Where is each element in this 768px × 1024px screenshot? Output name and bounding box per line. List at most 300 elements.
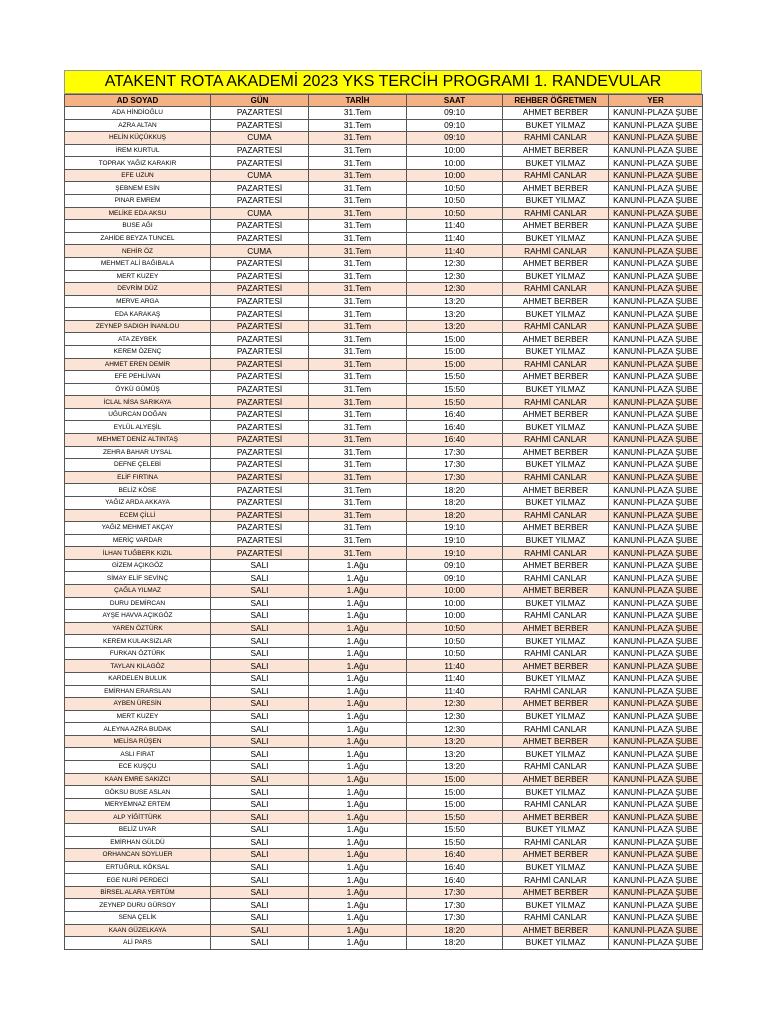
cell-name: GÖKSU BUSE ASLAN <box>65 786 211 799</box>
cell-time: 11:40 <box>407 660 503 673</box>
cell-time: 13:20 <box>407 761 503 774</box>
table-row <box>65 320 703 333</box>
cell-teacher: AHMET BERBER <box>503 622 609 635</box>
cell-name: ÇAĞLA YILMAZ <box>65 584 211 597</box>
cell-time: 19:10 <box>407 522 503 535</box>
cell-location: KANUNİ-PLAZA ŞUBE <box>609 660 703 673</box>
cell-location: KANUNİ-PLAZA ŞUBE <box>609 849 703 862</box>
cell-teacher: BUKET YILMAZ <box>503 635 609 648</box>
table-row <box>65 484 703 497</box>
cell-date: 1.Ağu <box>309 823 407 836</box>
cell-time: 11:40 <box>407 673 503 686</box>
cell-location: KANUNİ-PLAZA ŞUBE <box>609 534 703 547</box>
cell-name: MERT KUZEY <box>65 710 211 723</box>
table-row <box>65 861 703 874</box>
cell-day: PAZARTESİ <box>211 220 309 233</box>
cell-teacher: RAHMİ CANLAR <box>503 723 609 736</box>
cell-name: KAAN EMRE SAKIZCI <box>65 773 211 786</box>
cell-date: 1.Ağu <box>309 849 407 862</box>
column-header-yer: YER <box>609 95 703 107</box>
cell-date: 31.Tem <box>309 132 407 145</box>
cell-day: CUMA <box>211 207 309 220</box>
cell-teacher: BUKET YILMAZ <box>503 496 609 509</box>
cell-time: 16:40 <box>407 408 503 421</box>
cell-location: KANUNİ-PLAZA ŞUBE <box>609 610 703 623</box>
cell-date: 1.Ağu <box>309 572 407 585</box>
column-header-gun: GÜN <box>211 95 309 107</box>
cell-location: KANUNİ-PLAZA ŞUBE <box>609 383 703 396</box>
cell-date: 31.Tem <box>309 232 407 245</box>
cell-teacher: BUKET YILMAZ <box>503 748 609 761</box>
cell-time: 15:00 <box>407 798 503 811</box>
table-row <box>65 849 703 862</box>
table-row <box>65 283 703 296</box>
cell-time: 12:30 <box>407 270 503 283</box>
cell-name: YAĞIZ MEHMET AKÇAY <box>65 522 211 535</box>
cell-time: 15:50 <box>407 371 503 384</box>
cell-name: ORHANCAN SOYLUER <box>65 849 211 862</box>
cell-teacher: RAHMİ CANLAR <box>503 647 609 660</box>
cell-name: ALİ PARS <box>65 937 211 950</box>
cell-teacher: AHMET BERBER <box>503 698 609 711</box>
cell-teacher: BUKET YILMAZ <box>503 157 609 170</box>
cell-teacher: RAHMİ CANLAR <box>503 836 609 849</box>
cell-location: KANUNİ-PLAZA ŞUBE <box>609 471 703 484</box>
cell-teacher: BUKET YILMAZ <box>503 459 609 472</box>
cell-date: 1.Ağu <box>309 735 407 748</box>
cell-day: PAZARTESİ <box>211 345 309 358</box>
cell-location: KANUNİ-PLAZA ŞUBE <box>609 748 703 761</box>
cell-day: SALI <box>211 912 309 925</box>
cell-date: 1.Ağu <box>309 698 407 711</box>
table-row <box>65 308 703 321</box>
cell-day: PAZARTESİ <box>211 471 309 484</box>
cell-name: TOPRAK YAĞIZ KARAKIR <box>65 157 211 170</box>
cell-time: 15:00 <box>407 358 503 371</box>
cell-location: KANUNİ-PLAZA ŞUBE <box>609 459 703 472</box>
cell-day: PAZARTESİ <box>211 496 309 509</box>
cell-teacher: AHMET BERBER <box>503 107 609 120</box>
cell-teacher: RAHMİ CANLAR <box>503 132 609 145</box>
cell-location: KANUNİ-PLAZA ŞUBE <box>609 107 703 120</box>
cell-date: 31.Tem <box>309 446 407 459</box>
cell-teacher: AHMET BERBER <box>503 584 609 597</box>
cell-location: KANUNİ-PLAZA ŞUBE <box>609 597 703 610</box>
cell-day: PAZARTESİ <box>211 283 309 296</box>
cell-date: 31.Tem <box>309 434 407 447</box>
cell-teacher: RAHMİ CANLAR <box>503 610 609 623</box>
cell-teacher: RAHMİ CANLAR <box>503 471 609 484</box>
cell-teacher: AHMET BERBER <box>503 371 609 384</box>
cell-name: EYLÜL ALYEŞİL <box>65 421 211 434</box>
cell-name: BELİZ KÖSE <box>65 484 211 497</box>
cell-name: AHMET EREN DEMİR <box>65 358 211 371</box>
cell-time: 17:30 <box>407 471 503 484</box>
table-row <box>65 195 703 208</box>
cell-location: KANUNİ-PLAZA ŞUBE <box>609 169 703 182</box>
cell-date: 31.Tem <box>309 534 407 547</box>
cell-name: NEHİR ÖZ <box>65 245 211 258</box>
table-row <box>65 660 703 673</box>
cell-teacher: AHMET BERBER <box>503 811 609 824</box>
cell-time: 12:30 <box>407 723 503 736</box>
table-row <box>65 446 703 459</box>
cell-teacher: AHMET BERBER <box>503 522 609 535</box>
cell-teacher: AHMET BERBER <box>503 182 609 195</box>
cell-day: PAZARTESİ <box>211 509 309 522</box>
cell-location: KANUNİ-PLAZA ŞUBE <box>609 937 703 950</box>
table-row <box>65 119 703 132</box>
table-row <box>65 886 703 899</box>
cell-location: KANUNİ-PLAZA ŞUBE <box>609 132 703 145</box>
cell-name: AZRA ALTAN <box>65 119 211 132</box>
cell-teacher: AHMET BERBER <box>503 295 609 308</box>
cell-day: SALI <box>211 559 309 572</box>
cell-name: ATA ZEYBEK <box>65 333 211 346</box>
cell-date: 31.Tem <box>309 358 407 371</box>
table-row <box>65 547 703 560</box>
cell-location: KANUNİ-PLAZA ŞUBE <box>609 836 703 849</box>
cell-time: 11:40 <box>407 220 503 233</box>
column-header-tarih: TARİH <box>309 95 407 107</box>
cell-day: PAZARTESİ <box>211 358 309 371</box>
cell-name: MELİSA RÜŞEN <box>65 735 211 748</box>
cell-time: 18:20 <box>407 937 503 950</box>
cell-teacher: AHMET BERBER <box>503 257 609 270</box>
cell-teacher: BUKET YILMAZ <box>503 119 609 132</box>
table-row <box>65 295 703 308</box>
cell-time: 10:00 <box>407 597 503 610</box>
cell-date: 1.Ağu <box>309 836 407 849</box>
cell-location: KANUNİ-PLAZA ŞUBE <box>609 698 703 711</box>
cell-time: 10:50 <box>407 207 503 220</box>
cell-teacher: BUKET YILMAZ <box>503 823 609 836</box>
cell-date: 31.Tem <box>309 119 407 132</box>
cell-name: MERYEMNAZ ERTEM <box>65 798 211 811</box>
cell-name: ALP YİĞİTTÜRK <box>65 811 211 824</box>
cell-location: KANUNİ-PLAZA ŞUBE <box>609 345 703 358</box>
cell-date: 31.Tem <box>309 270 407 283</box>
table-row <box>65 698 703 711</box>
table-row <box>65 270 703 283</box>
cell-time: 15:00 <box>407 345 503 358</box>
cell-teacher: RAHMİ CANLAR <box>503 358 609 371</box>
cell-time: 17:30 <box>407 459 503 472</box>
cell-name: MEHMET ALİ BAĞIBALA <box>65 257 211 270</box>
cell-time: 13:20 <box>407 748 503 761</box>
cell-location: KANUNİ-PLAZA ŞUBE <box>609 559 703 572</box>
cell-date: 31.Tem <box>309 522 407 535</box>
cell-name: KARDELEN BULUK <box>65 673 211 686</box>
cell-time: 19:10 <box>407 547 503 560</box>
cell-location: KANUNİ-PLAZA ŞUBE <box>609 912 703 925</box>
cell-location: KANUNİ-PLAZA ŞUBE <box>609 647 703 660</box>
cell-name: ŞEBNEM ESİN <box>65 182 211 195</box>
table-row <box>65 811 703 824</box>
table-row <box>65 522 703 535</box>
cell-day: SALI <box>211 723 309 736</box>
cell-day: SALI <box>211 899 309 912</box>
table-row <box>65 257 703 270</box>
cell-teacher: BUKET YILMAZ <box>503 861 609 874</box>
cell-date: 31.Tem <box>309 245 407 258</box>
cell-location: KANUNİ-PLAZA ŞUBE <box>609 786 703 799</box>
cell-location: KANUNİ-PLAZA ŞUBE <box>609 333 703 346</box>
table-row <box>65 735 703 748</box>
cell-location: KANUNİ-PLAZA ŞUBE <box>609 257 703 270</box>
cell-day: PAZARTESİ <box>211 320 309 333</box>
cell-location: KANUNİ-PLAZA ŞUBE <box>609 207 703 220</box>
cell-name: EMİRHAN GÜLDÜ <box>65 836 211 849</box>
cell-date: 1.Ağu <box>309 899 407 912</box>
cell-time: 10:50 <box>407 635 503 648</box>
cell-name: İREM KURTUL <box>65 144 211 157</box>
cell-time: 10:50 <box>407 182 503 195</box>
cell-teacher: RAHMİ CANLAR <box>503 509 609 522</box>
cell-time: 10:00 <box>407 610 503 623</box>
cell-name: YAREN ÖZTÜRK <box>65 622 211 635</box>
table-row <box>65 421 703 434</box>
cell-time: 17:30 <box>407 446 503 459</box>
cell-teacher: AHMET BERBER <box>503 735 609 748</box>
cell-date: 31.Tem <box>309 408 407 421</box>
cell-time: 11:40 <box>407 232 503 245</box>
table-row <box>65 434 703 447</box>
cell-date: 31.Tem <box>309 207 407 220</box>
table-row <box>65 761 703 774</box>
table-row <box>65 723 703 736</box>
cell-date: 1.Ağu <box>309 647 407 660</box>
table-row <box>65 647 703 660</box>
table-row <box>65 622 703 635</box>
cell-teacher: BUKET YILMAZ <box>503 786 609 799</box>
cell-teacher: BUKET YILMAZ <box>503 673 609 686</box>
cell-day: SALI <box>211 886 309 899</box>
table-row <box>65 220 703 233</box>
table-row <box>65 899 703 912</box>
cell-location: KANUNİ-PLAZA ŞUBE <box>609 823 703 836</box>
table-row <box>65 534 703 547</box>
cell-day: SALI <box>211 710 309 723</box>
cell-name: SENA ÇELİK <box>65 912 211 925</box>
cell-name: ECE KUŞÇU <box>65 761 211 774</box>
cell-teacher: BUKET YILMAZ <box>503 899 609 912</box>
cell-time: 17:30 <box>407 912 503 925</box>
cell-time: 10:00 <box>407 144 503 157</box>
cell-time: 10:50 <box>407 647 503 660</box>
cell-date: 1.Ağu <box>309 937 407 950</box>
cell-teacher: BUKET YILMAZ <box>503 345 609 358</box>
cell-teacher: RAHMİ CANLAR <box>503 685 609 698</box>
cell-day: PAZARTESİ <box>211 119 309 132</box>
cell-time: 10:00 <box>407 157 503 170</box>
cell-name: ZEYNEP DURU GÜRSOY <box>65 899 211 912</box>
cell-location: KANUNİ-PLAZA ŞUBE <box>609 723 703 736</box>
cell-time: 15:00 <box>407 786 503 799</box>
cell-time: 15:50 <box>407 836 503 849</box>
cell-day: PAZARTESİ <box>211 295 309 308</box>
cell-date: 31.Tem <box>309 333 407 346</box>
cell-name: EFE PEHLİVAN <box>65 371 211 384</box>
cell-name: ERTUĞRUL KÖKSAL <box>65 861 211 874</box>
table-row <box>65 182 703 195</box>
table-row <box>65 786 703 799</box>
cell-name: DEVRİM DÜZ <box>65 283 211 296</box>
cell-day: PAZARTESİ <box>211 547 309 560</box>
cell-time: 12:30 <box>407 710 503 723</box>
table-row <box>65 345 703 358</box>
cell-day: PAZARTESİ <box>211 421 309 434</box>
cell-location: KANUNİ-PLAZA ŞUBE <box>609 761 703 774</box>
cell-teacher: BUKET YILMAZ <box>503 383 609 396</box>
cell-day: SALI <box>211 647 309 660</box>
cell-day: SALI <box>211 811 309 824</box>
cell-day: CUMA <box>211 245 309 258</box>
cell-teacher: AHMET BERBER <box>503 408 609 421</box>
cell-day: PAZARTESİ <box>211 157 309 170</box>
cell-time: 15:50 <box>407 383 503 396</box>
cell-location: KANUNİ-PLAZA ŞUBE <box>609 245 703 258</box>
cell-teacher: RAHMİ CANLAR <box>503 798 609 811</box>
cell-time: 10:50 <box>407 195 503 208</box>
table-row <box>65 169 703 182</box>
cell-date: 1.Ağu <box>309 610 407 623</box>
cell-date: 1.Ağu <box>309 924 407 937</box>
table-row <box>65 823 703 836</box>
cell-date: 1.Ağu <box>309 723 407 736</box>
cell-date: 1.Ağu <box>309 798 407 811</box>
cell-location: KANUNİ-PLAZA ŞUBE <box>609 874 703 887</box>
cell-date: 1.Ağu <box>309 559 407 572</box>
cell-name: ZEHRA BAHAR UYSAL <box>65 446 211 459</box>
cell-teacher: RAHMİ CANLAR <box>503 572 609 585</box>
cell-date: 31.Tem <box>309 144 407 157</box>
cell-date: 1.Ağu <box>309 811 407 824</box>
cell-location: KANUNİ-PLAZA ŞUBE <box>609 798 703 811</box>
cell-time: 09:10 <box>407 132 503 145</box>
cell-date: 31.Tem <box>309 547 407 560</box>
cell-date: 1.Ağu <box>309 673 407 686</box>
column-header-saat: SAAT <box>407 95 503 107</box>
cell-location: KANUNİ-PLAZA ŞUBE <box>609 371 703 384</box>
cell-date: 31.Tem <box>309 484 407 497</box>
cell-name: BELİZ UYAR <box>65 823 211 836</box>
cell-day: PAZARTESİ <box>211 446 309 459</box>
cell-day: SALI <box>211 849 309 862</box>
table-row <box>65 924 703 937</box>
table-row <box>65 333 703 346</box>
cell-day: SALI <box>211 874 309 887</box>
cell-teacher: AHMET BERBER <box>503 559 609 572</box>
cell-teacher: RAHMİ CANLAR <box>503 874 609 887</box>
cell-teacher: RAHMİ CANLAR <box>503 207 609 220</box>
table-row <box>65 157 703 170</box>
cell-name: BİRSEL ALARA YERTÜM <box>65 886 211 899</box>
cell-day: SALI <box>211 610 309 623</box>
cell-location: KANUNİ-PLAZA ŞUBE <box>609 886 703 899</box>
cell-date: 31.Tem <box>309 295 407 308</box>
table-row <box>65 371 703 384</box>
cell-date: 31.Tem <box>309 220 407 233</box>
cell-location: KANUNİ-PLAZA ŞUBE <box>609 308 703 321</box>
cell-name: KEREM KULAKSIZLAR <box>65 635 211 648</box>
table-row <box>65 144 703 157</box>
cell-name: DURU DEMİRCAN <box>65 597 211 610</box>
table-row <box>65 509 703 522</box>
cell-time: 16:40 <box>407 874 503 887</box>
cell-name: GİZEM AÇIKGÖZ <box>65 559 211 572</box>
cell-name: ADA HİNDİOĞLU <box>65 107 211 120</box>
cell-name: YAĞIZ ARDA AKKAYA <box>65 496 211 509</box>
cell-time: 09:10 <box>407 572 503 585</box>
cell-location: KANUNİ-PLAZA ŞUBE <box>609 924 703 937</box>
cell-location: KANUNİ-PLAZA ŞUBE <box>609 484 703 497</box>
table-row <box>65 597 703 610</box>
cell-time: 15:50 <box>407 811 503 824</box>
cell-date: 31.Tem <box>309 107 407 120</box>
cell-day: SALI <box>211 761 309 774</box>
cell-date: 31.Tem <box>309 421 407 434</box>
cell-day: PAZARTESİ <box>211 257 309 270</box>
cell-date: 31.Tem <box>309 283 407 296</box>
cell-location: KANUNİ-PLAZA ŞUBE <box>609 811 703 824</box>
cell-day: SALI <box>211 673 309 686</box>
table-row <box>65 836 703 849</box>
cell-day: SALI <box>211 924 309 937</box>
table-row <box>65 773 703 786</box>
cell-date: 1.Ağu <box>309 710 407 723</box>
cell-date: 1.Ağu <box>309 861 407 874</box>
table-header-row <box>65 95 703 107</box>
cell-name: ECEM ÇİLLİ <box>65 509 211 522</box>
cell-location: KANUNİ-PLAZA ŞUBE <box>609 509 703 522</box>
cell-time: 10:00 <box>407 169 503 182</box>
cell-teacher: BUKET YILMAZ <box>503 308 609 321</box>
cell-teacher: AHMET BERBER <box>503 773 609 786</box>
cell-time: 18:20 <box>407 484 503 497</box>
cell-location: KANUNİ-PLAZA ŞUBE <box>609 408 703 421</box>
cell-location: KANUNİ-PLAZA ŞUBE <box>609 195 703 208</box>
cell-name: EDA KARAKAŞ <box>65 308 211 321</box>
column-header-rehber-ogretmen: REHBER ÖĞRETMEN <box>503 95 609 107</box>
cell-location: KANUNİ-PLAZA ŞUBE <box>609 673 703 686</box>
cell-location: KANUNİ-PLAZA ŞUBE <box>609 232 703 245</box>
cell-time: 09:10 <box>407 119 503 132</box>
cell-day: PAZARTESİ <box>211 522 309 535</box>
cell-day: SALI <box>211 798 309 811</box>
cell-time: 12:30 <box>407 698 503 711</box>
table-row <box>65 358 703 371</box>
cell-teacher: AHMET BERBER <box>503 484 609 497</box>
cell-date: 1.Ağu <box>309 886 407 899</box>
cell-name: HELİN KÜÇÜKKUŞ <box>65 132 211 145</box>
cell-name: PINAR EMREM <box>65 195 211 208</box>
table-row <box>65 232 703 245</box>
cell-day: SALI <box>211 836 309 849</box>
cell-time: 12:30 <box>407 257 503 270</box>
cell-location: KANUNİ-PLAZA ŞUBE <box>609 434 703 447</box>
table-row <box>65 207 703 220</box>
table-row <box>65 132 703 145</box>
cell-day: PAZARTESİ <box>211 408 309 421</box>
cell-name: BUSE AĞI <box>65 220 211 233</box>
cell-date: 31.Tem <box>309 308 407 321</box>
cell-time: 09:10 <box>407 559 503 572</box>
table-row <box>65 584 703 597</box>
cell-teacher: AHMET BERBER <box>503 924 609 937</box>
cell-teacher: RAHMİ CANLAR <box>503 761 609 774</box>
table-row <box>65 710 703 723</box>
